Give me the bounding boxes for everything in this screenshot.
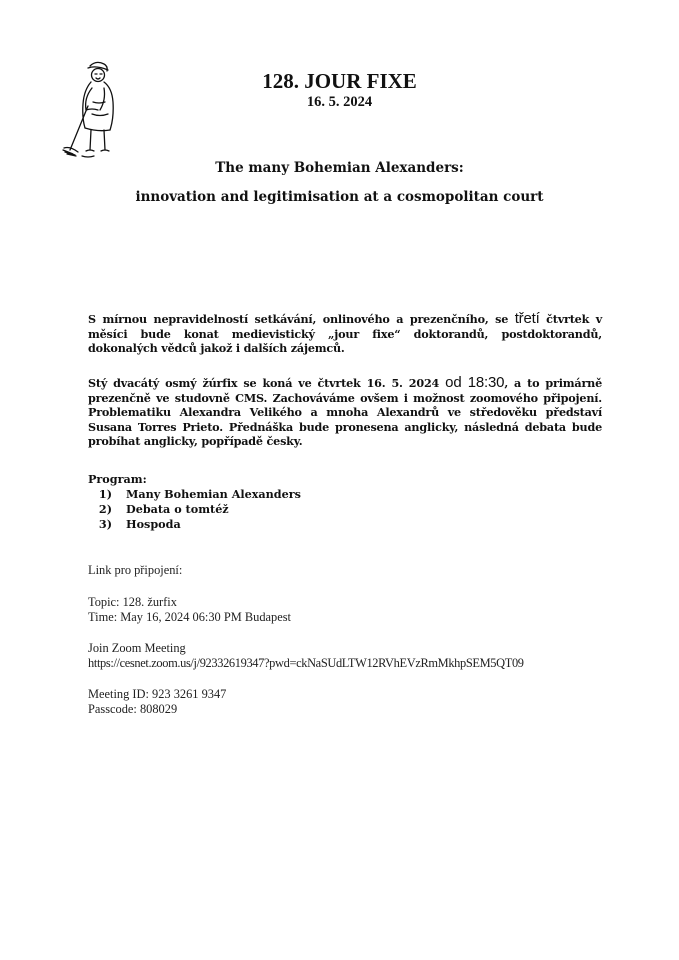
meeting-topic: Topic: 128. žurfix [88,595,177,609]
program-item [88,517,301,532]
meeting-passcode: Passcode: 808029 [88,702,178,716]
program-label: Program: [88,472,147,486]
program-item-number: 3) [98,517,112,531]
program-item-number: 1) [98,487,112,501]
zoom-meeting-link[interactable]: https://cesnet.zoom.us/j/92332619347?pwd=ckNaSUdLTW12RVhEVzRmMkhpSEM5QT09 [88,656,524,670]
details-text-start: Stý dvacátý osmý žúrfix se koná ve čtvrtek 16. 5. 2024 [88,376,446,390]
talk-title-line-1: The many Bohemian Alexanders: [215,160,464,176]
details-time-highlight: od 18:30 [445,374,505,391]
program-item-text: Debata o tomtéž [126,502,229,516]
details-text-end: , a to primárně prezenčně ve studovně CMS. Zachováváme ovšem i možnost zoomového připojení. Problematiku Alexandra Velikého a mnoha Alexandrů ve středověku představí Susana Torres Prieto. Přednáška bude pronesena anglicky, následná debata bude probíhat anglicky, popřípadě česky. [88,376,602,449]
intro-text-start: S mírnou nepravidelností setkávání, onlinového a prezenčního, se [88,312,515,326]
intro-highlight: třetí [514,310,540,327]
meeting-time: Time: May 16, 2024 06:30 PM Budapest [88,610,291,624]
program-list [88,487,301,532]
intro-text-end: čtvrtek v měsíci bude konat medievistický „jour fixe“ doktorandů, postdoktorandů, dokonalých vědců jakož i dalších zájemců. [88,312,603,356]
join-meeting-label: Join Zoom Meeting [88,641,186,655]
program-item-number: 2) [98,502,112,516]
page-title: 128. JOUR FIXE [262,69,417,93]
intro-paragraph [88,312,602,356]
program-item [88,502,301,517]
talk-title-line-2: innovation and legitimisation at a cosmopolitan court [135,189,544,205]
program-item-text: Many Bohemian Alexanders [126,487,301,501]
connection-label: Link pro připojení: [88,563,183,577]
meeting-id: Meeting ID: 923 3261 9347 [88,687,227,701]
program-item [88,487,301,502]
program-item-text: Hospoda [126,517,181,531]
details-paragraph [88,376,602,449]
event-date: 16. 5. 2024 [306,94,373,110]
